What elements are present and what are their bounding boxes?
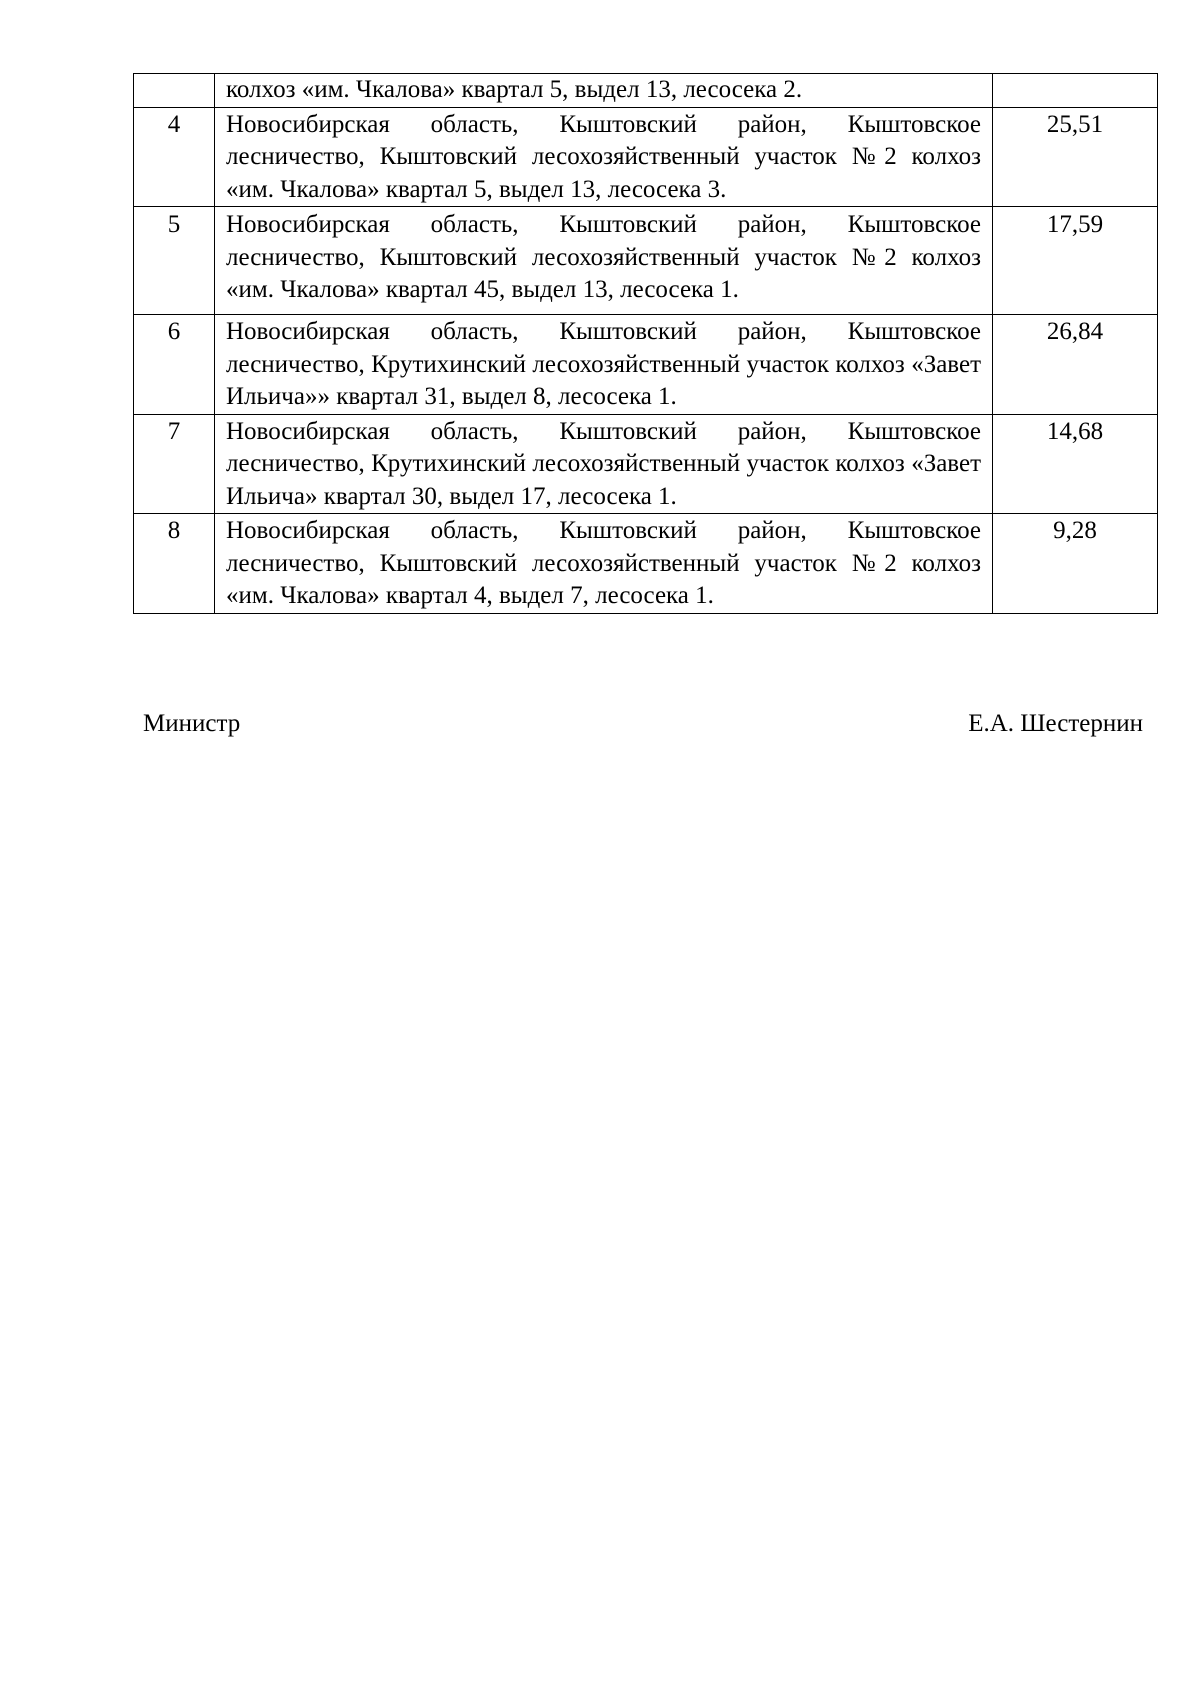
row-number-cell: [134, 414, 215, 514]
row-number: 6: [167, 318, 181, 345]
row-area: 17,59: [1046, 211, 1104, 238]
table-row: [134, 414, 1158, 514]
row-description: [215, 74, 993, 108]
row-area: 9,28: [1053, 517, 1097, 544]
row-number: 4: [167, 110, 181, 138]
table-row: [134, 514, 1158, 614]
table-row: [134, 74, 1158, 108]
row-area: [993, 74, 1158, 108]
row-description: [215, 414, 993, 514]
row-area: 25,51: [1046, 110, 1104, 138]
row-description: [215, 207, 993, 315]
row-area-cell: [993, 315, 1158, 415]
row-description-text: Новосибирская область, Кыштовский район, Кыштовское лесничество, Кыштовский лесохозяйственный участок №2 колхоз «им. Чкалова» квартал 4, выдел 7, лесосека 1.: [226, 517, 981, 609]
row-description: [215, 514, 993, 614]
row-area-cell: [993, 514, 1158, 614]
row-description-text: Новосибирская область, Кыштовский район, Кыштовское лесничество, Крутихинский лесохозяйственный участок колхоз «Завет Ильича» квартал 30, выдел 17, лесосека 1.: [226, 417, 981, 510]
row-area-cell: [993, 414, 1158, 514]
table-row: [134, 207, 1158, 315]
row-number: [134, 74, 215, 108]
signatory-name: Е.А. Шестернин: [968, 710, 1143, 737]
row-number-cell: [134, 107, 215, 207]
row-number-cell: [134, 514, 215, 614]
row-description: [215, 107, 993, 207]
row-number: 5: [167, 211, 181, 238]
signatory-title: Министр: [143, 710, 241, 737]
table-row: [134, 315, 1158, 415]
row-area: 14,68: [1046, 417, 1104, 445]
row-number: 8: [167, 517, 181, 544]
table-row: [134, 107, 1158, 207]
row-description-text: колхоз «им. Чкалова» квартал 5, выдел 13, лесосека 2.: [226, 76, 803, 103]
row-description-text: Новосибирская область, Кыштовский район, Кыштовское лесничество, Крутихинский лесохозяйственный участок колхоз «Завет Ильича»» квартал 31, выдел 8, лесосека 1.: [226, 318, 981, 410]
row-area: 26,84: [1046, 318, 1104, 345]
row-description-text: Новосибирская область, Кыштовский район, Кыштовское лесничество, Кыштовский лесохозяйственный участок №2 колхоз «им. Чкалова» квартал 5, выдел 13, лесосека 3.: [226, 110, 981, 203]
row-area-cell: [993, 107, 1158, 207]
row-area-cell: [993, 207, 1158, 315]
row-number-cell: [134, 207, 215, 315]
row-description: [215, 315, 993, 415]
forest-plots-table: [133, 73, 1158, 614]
row-description-text: Новосибирская область, Кыштовский район, Кыштовское лесничество, Кыштовский лесохозяйственный участок №2 колхоз «им. Чкалова» квартал 45, выдел 13, лесосека 1.: [226, 211, 981, 303]
row-number-cell: [134, 315, 215, 415]
row-number: 7: [167, 417, 181, 445]
